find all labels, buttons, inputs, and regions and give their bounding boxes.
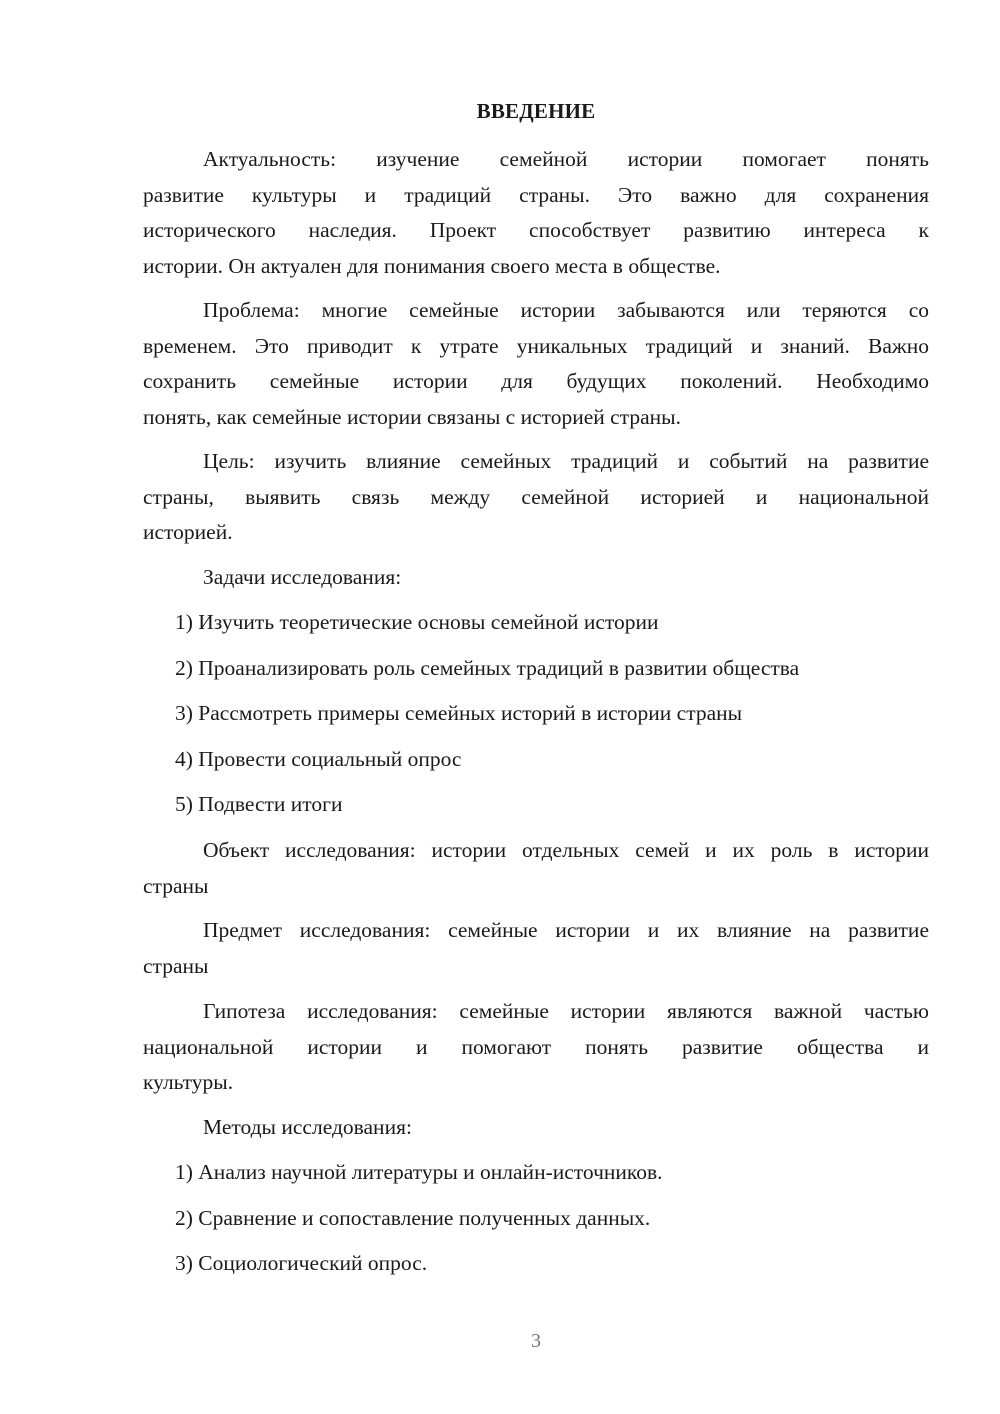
- paragraph-object: [143, 833, 929, 904]
- page-title: ВВЕДЕНИЕ: [476, 99, 596, 123]
- paragraph-line: страны: [143, 953, 209, 978]
- method-item: 2) Сравнение и сопоставление полученных данных.: [175, 1206, 651, 1230]
- task-item: 1) Изучить теоретические основы семейной истории: [175, 610, 659, 634]
- paragraph-line: историей.: [143, 520, 233, 544]
- task-item: 3) Рассмотреть примеры семейных историй в истории страны: [175, 701, 743, 725]
- method-item: 1) Анализ научной литературы и онлайн-источников.: [175, 1160, 663, 1184]
- paragraph-line: страны, выявить связь между семейной историей и национальной: [143, 484, 929, 509]
- paragraph-goal: [143, 444, 929, 551]
- tasks-heading: Задачи исследования:: [203, 565, 402, 589]
- task-item: 5) Подвести итоги: [175, 792, 343, 816]
- paragraph-line: Гипотеза исследования: семейные истории являются важной частью: [203, 999, 929, 1023]
- paragraph-line: страны: [143, 873, 209, 898]
- paragraph-relevance: [143, 142, 929, 284]
- methods-heading: Методы исследования:: [203, 1115, 412, 1139]
- paragraph-line: Объект исследования: истории отдельных семей и их роль в истории: [203, 838, 929, 862]
- paragraph-line: Предмет исследования: семейные истории и их влияние на развитие: [203, 918, 929, 942]
- task-item: 4) Провести социальный опрос: [175, 747, 462, 771]
- paragraph-line: национальной истории и помогают понять развитие общества и: [143, 1034, 929, 1059]
- page-number: 3: [531, 1330, 541, 1352]
- paragraph-line: сохранить семейные истории для будущих поколений. Необходимо: [143, 369, 929, 393]
- paragraph-line: понять, как семейные истории связаны с историей страны.: [143, 404, 681, 429]
- paragraph-line: Цель: изучить влияние семейных традиций и событий на развитие: [203, 449, 929, 473]
- paragraph-subject: [143, 913, 929, 984]
- paragraph-line: Проблема: многие семейные истории забываются или теряются со: [203, 298, 929, 322]
- paragraph-line: Актуальность: изучение семейной истории помогает понять: [203, 147, 929, 171]
- paragraph-line: исторического наследия. Проект способствует развитию интереса к: [143, 218, 929, 242]
- paragraph-problem: [143, 293, 929, 435]
- paragraph-line: временем. Это приводит к утрате уникальных традиций и знаний. Важно: [143, 333, 929, 358]
- paragraph-line: развитие культуры и традиций страны. Это важно для сохранения: [143, 182, 929, 207]
- paragraph-line: культуры.: [143, 1070, 234, 1094]
- task-item: 2) Проанализировать роль семейных традиций в развитии общества: [175, 656, 800, 680]
- method-item: 3) Социологический опрос.: [175, 1251, 428, 1275]
- paragraph-line: истории. Он актуален для понимания своего места в обществе.: [143, 253, 721, 278]
- paragraph-hypothesis: [143, 994, 929, 1101]
